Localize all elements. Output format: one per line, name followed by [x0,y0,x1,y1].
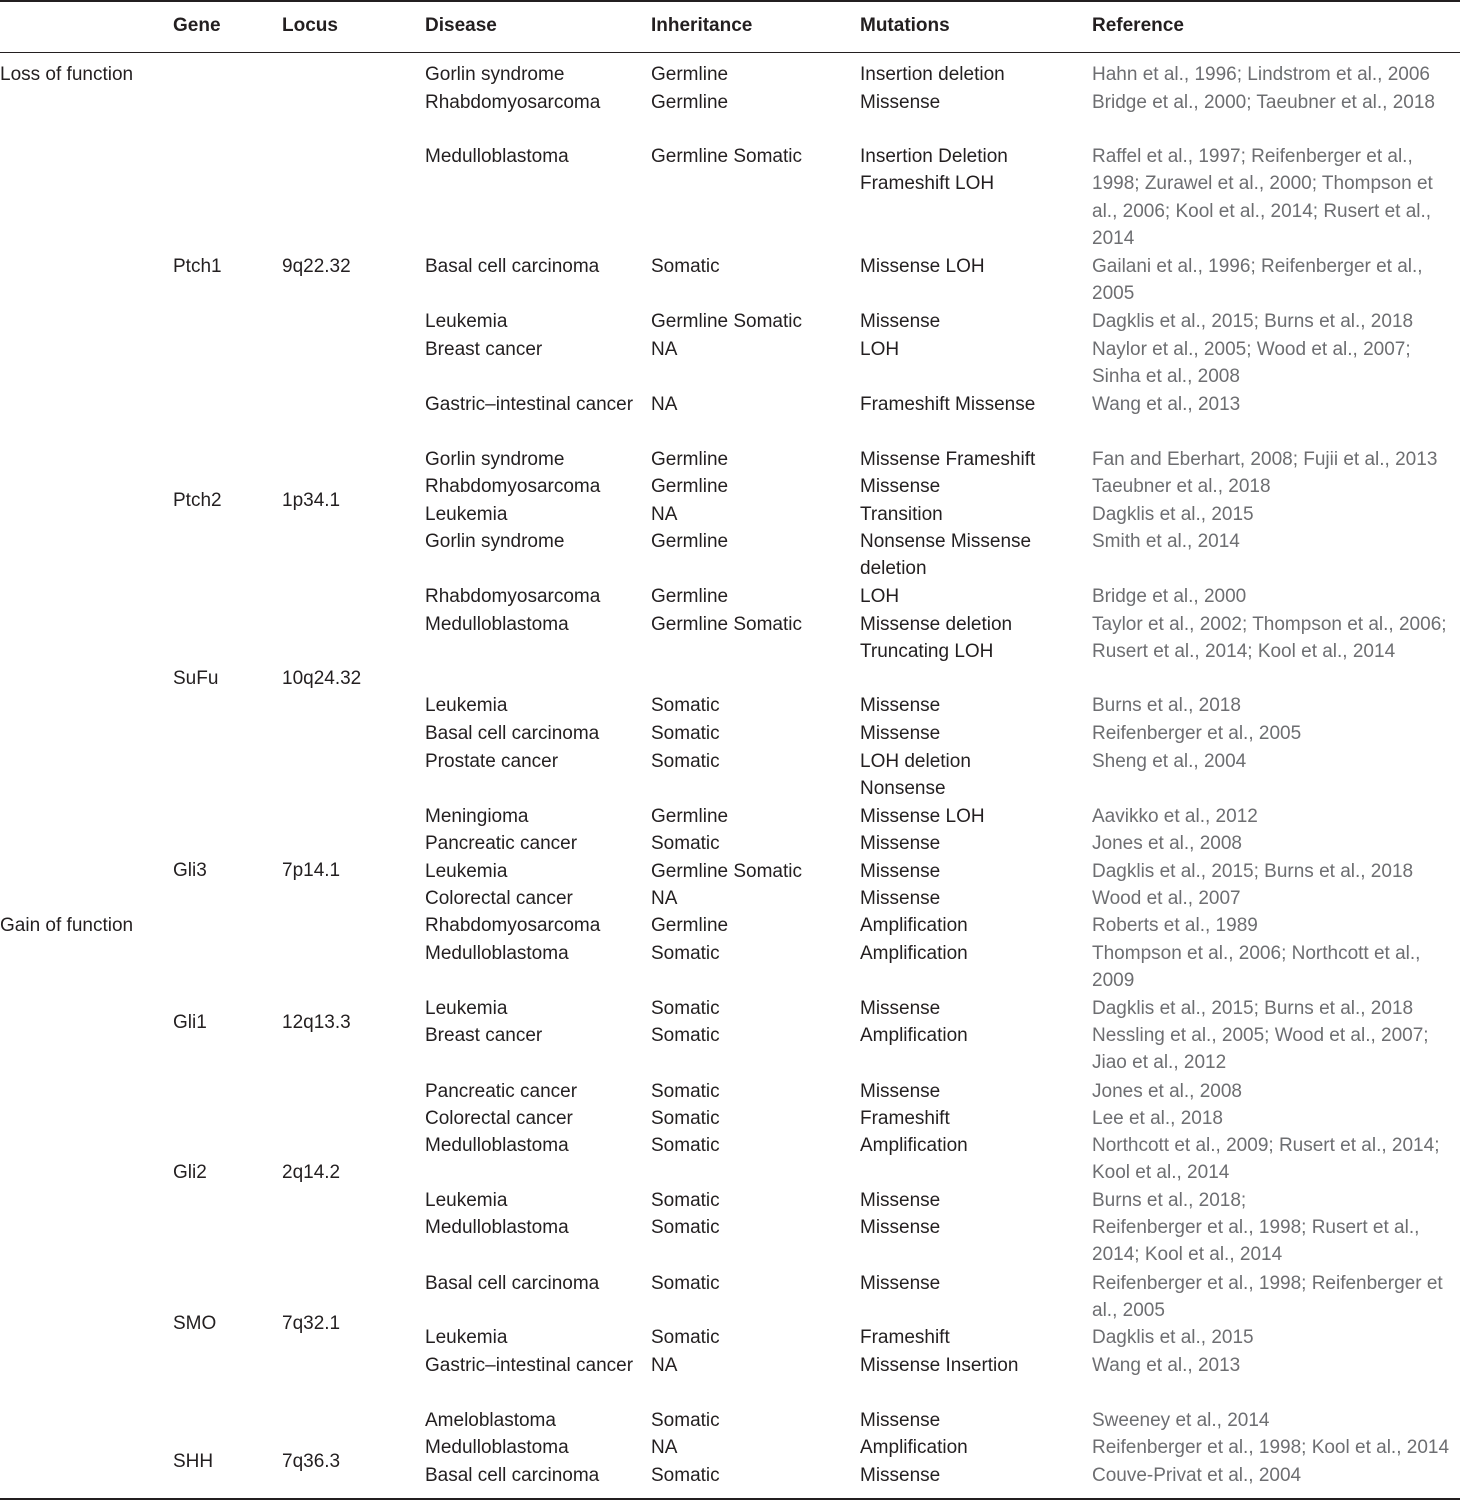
reference-cell: Wood et al., 2007 [1092,888,1241,909]
inheritance-cell: Somatic [651,695,720,716]
table-row [0,1324,1460,1351]
mutations-cell: Missense [860,833,941,854]
table-row [0,473,1460,500]
table-row [0,748,1460,800]
mutations-cell: Missense [860,1217,941,1238]
inheritance-cell: Somatic [651,1081,720,1102]
table-row [0,391,1460,418]
reference-cell: Sheng et al., 2004 [1092,751,1247,772]
table-row [0,940,1460,992]
table-row [0,1105,1460,1132]
disease-cell: Leukemia [425,861,508,882]
inheritance-cell: Somatic [651,1025,720,1046]
gene-locus: 9q22.32 [282,256,351,277]
mutations-cell: Missense Insertion [860,1355,1019,1376]
inheritance-cell: Germline [651,586,729,607]
disease-cell: Ameloblastoma [425,1410,556,1431]
inheritance-cell: Germline [651,915,729,936]
gene-name: SuFu [173,668,219,689]
reference-cell: Raffel et al., 1997; Reifenberger et al., 1998; Zurawel et al., 2000; Thompson et al., 2006; Kool et al., 2014; Rusert et al., 2014 [1092,146,1433,250]
reference-cell: Fan and Eberhart, 2008; Fujii et al., 2013 [1092,449,1438,470]
disease-cell: Leukemia [425,1327,508,1348]
mutations-cell: Missense [860,723,941,744]
inheritance-cell: NA [651,1355,678,1376]
table-row [0,1434,1460,1461]
disease-cell: Leukemia [425,998,508,1019]
gene-locus: 2q14.2 [282,1162,341,1183]
disease-cell: Colorectal cancer [425,888,573,909]
inheritance-cell: Somatic [651,833,720,854]
mutations-cell: Missense Frameshift [860,449,1036,470]
disease-cell: Rhabdomyosarcoma [425,915,601,936]
table-row [0,1407,1460,1434]
mutations-cell: Missense [860,92,941,113]
inheritance-cell: Somatic [651,723,720,744]
table-row [0,1187,1460,1214]
reference-cell: Roberts et al., 1989 [1092,915,1258,936]
reference-cell: Dagklis et al., 2015 [1092,1327,1254,1348]
inheritance-cell: Somatic [651,998,720,1019]
inheritance-cell: Somatic [651,1108,720,1129]
reference-cell: Dagklis et al., 2015; Burns et al., 2018 [1092,311,1414,332]
header-locus: Locus [282,15,338,36]
reference-cell: Jones et al., 2008 [1092,1081,1242,1102]
inheritance-cell: Germline Somatic [651,861,802,882]
reference-cell: Reifenberger et al., 1998; Kool et al., 2014 [1092,1437,1450,1458]
mutations-cell: Frameshift [860,1108,950,1129]
gene-locus: 7q32.1 [282,1313,341,1334]
table-row [0,995,1460,1022]
disease-cell: Leukemia [425,695,508,716]
inheritance-cell: Germline Somatic [651,311,802,332]
gene-name: SMO [173,1313,217,1334]
disease-cell: Gorlin syndrome [425,531,565,552]
reference-cell: Thompson et al., 2006; Northcott et al., 2009 [1092,943,1421,992]
gene-name: SHH [173,1451,214,1472]
header-gene: Gene [173,15,221,36]
mutations-cell: Missense [860,1190,941,1211]
gene-name: Gli1 [173,1012,207,1033]
mutations-cell: Missense LOH [860,256,985,277]
disease-cell: Basal cell carcinoma [425,1465,600,1486]
mutations-cell: Missense [860,476,941,497]
reference-cell: Taeubner et al., 2018 [1092,476,1271,497]
table-row [0,253,1460,305]
mutations-cell: Amplification [860,943,968,964]
mutations-cell: Missense LOH [860,806,985,827]
inheritance-cell: Somatic [651,256,720,277]
reference-cell: Reifenberger et al., 1998; Reifenberger et al., 2005 [1092,1273,1443,1322]
mutations-cell: LOH [860,586,900,607]
disease-cell: Leukemia [425,1190,508,1211]
inheritance-cell: Germline [651,92,729,113]
table-bottom-rule [0,1498,1460,1500]
disease-cell: Rhabdomyosarcoma [425,92,601,113]
inheritance-cell: Somatic [651,943,720,964]
reference-cell: Dagklis et al., 2015; Burns et al., 2018 [1092,998,1414,1019]
mutations-cell: Missense deletion Truncating LOH [860,614,1013,663]
mutations-cell: Amplification [860,1135,968,1156]
inheritance-cell: NA [651,504,678,525]
table-row [0,692,1460,719]
reference-cell: Taylor et al., 2002; Thompson et al., 2006; Rusert et al., 2014; Kool et al., 2014 [1092,614,1447,663]
table-row [0,143,1460,250]
inheritance-cell: NA [651,888,678,909]
mutations-cell: Missense [860,1273,941,1294]
table-row [0,1078,1460,1105]
reference-cell: Naylor et al., 2005; Wood et al., 2007; Sinha et al., 2008 [1092,339,1411,388]
gene-locus: 7p14.1 [282,860,341,881]
disease-cell: Breast cancer [425,339,543,360]
inheritance-cell: Germline [651,806,729,827]
mutations-cell: Missense [860,1465,941,1486]
table-row [0,528,1460,580]
table-row [0,858,1460,885]
inheritance-cell: Germline [651,531,729,552]
inheritance-cell: Somatic [651,1410,720,1431]
reference-cell: Smith et al., 2014 [1092,531,1240,552]
mutations-cell: Missense [860,1081,941,1102]
table-row [0,830,1460,857]
gene-locus: 7q36.3 [282,1451,341,1472]
reference-cell: Gailani et al., 1996; Reifenberger et al., 2005 [1092,256,1423,305]
header-inheritance: Inheritance [651,15,753,36]
gene-locus: 10q24.32 [282,668,362,689]
reference-cell: Hahn et al., 1996; Lindstrom et al., 2006 [1092,64,1430,85]
inheritance-cell: NA [651,1437,678,1458]
disease-cell: Colorectal cancer [425,1108,573,1129]
mutations-cell: Transition [860,504,943,525]
gene-name: Gli3 [173,860,207,881]
table-row [0,89,1460,116]
reference-cell: Reifenberger et al., 1998; Rusert et al., 2014; Kool et al., 2014 [1092,1217,1420,1266]
table-row [0,803,1460,830]
inheritance-cell: Somatic [651,1190,720,1211]
inheritance-cell: Germline [651,476,729,497]
reference-cell: Burns et al., 2018; [1092,1190,1247,1211]
disease-cell: Leukemia [425,311,508,332]
table-row [0,1214,1460,1266]
disease-cell: Rhabdomyosarcoma [425,586,601,607]
disease-cell: Prostate cancer [425,751,559,772]
disease-cell: Medulloblastoma [425,943,569,964]
gene-name: Ptch2 [173,490,222,511]
reference-cell: Jones et al., 2008 [1092,833,1242,854]
table-row [0,1462,1460,1489]
disease-cell: Gastric–intestinal cancer [425,394,634,415]
table-row [0,583,1460,610]
inheritance-cell: Somatic [651,1273,720,1294]
inheritance-cell: Somatic [651,1217,720,1238]
mutations-cell: Frameshift Missense [860,394,1036,415]
table-row [0,885,1460,912]
header-rule [0,52,1460,53]
header-disease: Disease [425,15,497,36]
mutations-cell: Missense [860,861,941,882]
mutations-cell: Amplification [860,915,968,936]
inheritance-cell: Germline [651,64,729,85]
table-row [0,336,1460,388]
group-label-gain: Gain of function [0,915,134,936]
inheritance-cell: NA [651,394,678,415]
table-top-rule [0,0,1460,2]
mutations-cell: Nonsense Missense deletion [860,531,1032,580]
disease-cell: Medulloblastoma [425,1217,569,1238]
table-row [0,61,1460,88]
mutations-cell: Amplification [860,1437,968,1458]
inheritance-cell: Germline [651,449,729,470]
mutations-cell: Insertion deletion [860,64,1005,85]
reference-cell: Lee et al., 2018 [1092,1108,1223,1129]
table-row [0,1352,1460,1379]
mutations-cell: LOH [860,339,900,360]
table-row [0,308,1460,335]
table-row [0,611,1460,663]
disease-cell: Rhabdomyosarcoma [425,476,601,497]
mutations-cell: Missense [860,998,941,1019]
disease-cell: Medulloblastoma [425,1135,569,1156]
table-row [0,720,1460,747]
table-row [0,1022,1460,1074]
reference-cell: Sweeney et al., 2014 [1092,1410,1270,1431]
gene-locus: 12q13.3 [282,1012,351,1033]
inheritance-cell: Somatic [651,751,720,772]
mutations-cell: Missense [860,888,941,909]
disease-cell: Medulloblastoma [425,614,569,635]
reference-cell: Wang et al., 2013 [1092,394,1241,415]
inheritance-cell: Somatic [651,1327,720,1348]
gene-name: Ptch1 [173,256,222,277]
inheritance-cell: Somatic [651,1465,720,1486]
mutations-cell: Insertion Deletion Frameshift LOH [860,146,1008,195]
table-row [0,501,1460,528]
table-row [0,1270,1460,1322]
reference-cell: Northcott et al., 2009; Rusert et al., 2014; Kool et al., 2014 [1092,1135,1440,1184]
disease-cell: Meningioma [425,806,529,827]
disease-cell: Basal cell carcinoma [425,723,600,744]
mutations-cell: Missense [860,1410,941,1431]
disease-cell: Medulloblastoma [425,1437,569,1458]
disease-cell: Pancreatic cancer [425,833,578,854]
reference-cell: Couve-Privat et al., 2004 [1092,1465,1302,1486]
reference-cell: Wang et al., 2013 [1092,1355,1241,1376]
reference-cell: Reifenberger et al., 2005 [1092,723,1302,744]
inheritance-cell: Somatic [651,1135,720,1156]
inheritance-cell: NA [651,339,678,360]
disease-cell: Medulloblastoma [425,146,569,167]
disease-cell: Leukemia [425,504,508,525]
reference-cell: Dagklis et al., 2015 [1092,504,1254,525]
mutations-cell: Amplification [860,1025,968,1046]
reference-cell: Bridge et al., 2000 [1092,586,1247,607]
reference-cell: Nessling et al., 2005; Wood et al., 2007; Jiao et al., 2012 [1092,1025,1429,1074]
disease-cell: Basal cell carcinoma [425,256,600,277]
mutations-cell: Frameshift [860,1327,950,1348]
reference-cell: Dagklis et al., 2015; Burns et al., 2018 [1092,861,1414,882]
header-reference: Reference [1092,15,1184,36]
group-label-loss: Loss of function [0,64,134,85]
gene-locus: 1p34.1 [282,490,341,511]
mutations-cell: LOH deletion Nonsense [860,751,971,800]
mutations-cell: Missense [860,695,941,716]
disease-cell: Breast cancer [425,1025,543,1046]
inheritance-cell: Germline Somatic [651,614,802,635]
gene-name: Gli2 [173,1162,207,1183]
inheritance-cell: Germline Somatic [651,146,802,167]
header-mutations: Mutations [860,15,950,36]
disease-cell: Pancreatic cancer [425,1081,578,1102]
disease-cell: Gastric–intestinal cancer [425,1355,634,1376]
reference-cell: Bridge et al., 2000; Taeubner et al., 2018 [1092,92,1435,113]
disease-cell: Gorlin syndrome [425,449,565,470]
table-row [0,446,1460,473]
table-row [0,912,1460,939]
reference-cell: Burns et al., 2018 [1092,695,1241,716]
disease-cell: Basal cell carcinoma [425,1273,600,1294]
disease-cell: Gorlin syndrome [425,64,565,85]
reference-cell: Aavikko et al., 2012 [1092,806,1258,827]
mutations-cell: Missense [860,311,941,332]
